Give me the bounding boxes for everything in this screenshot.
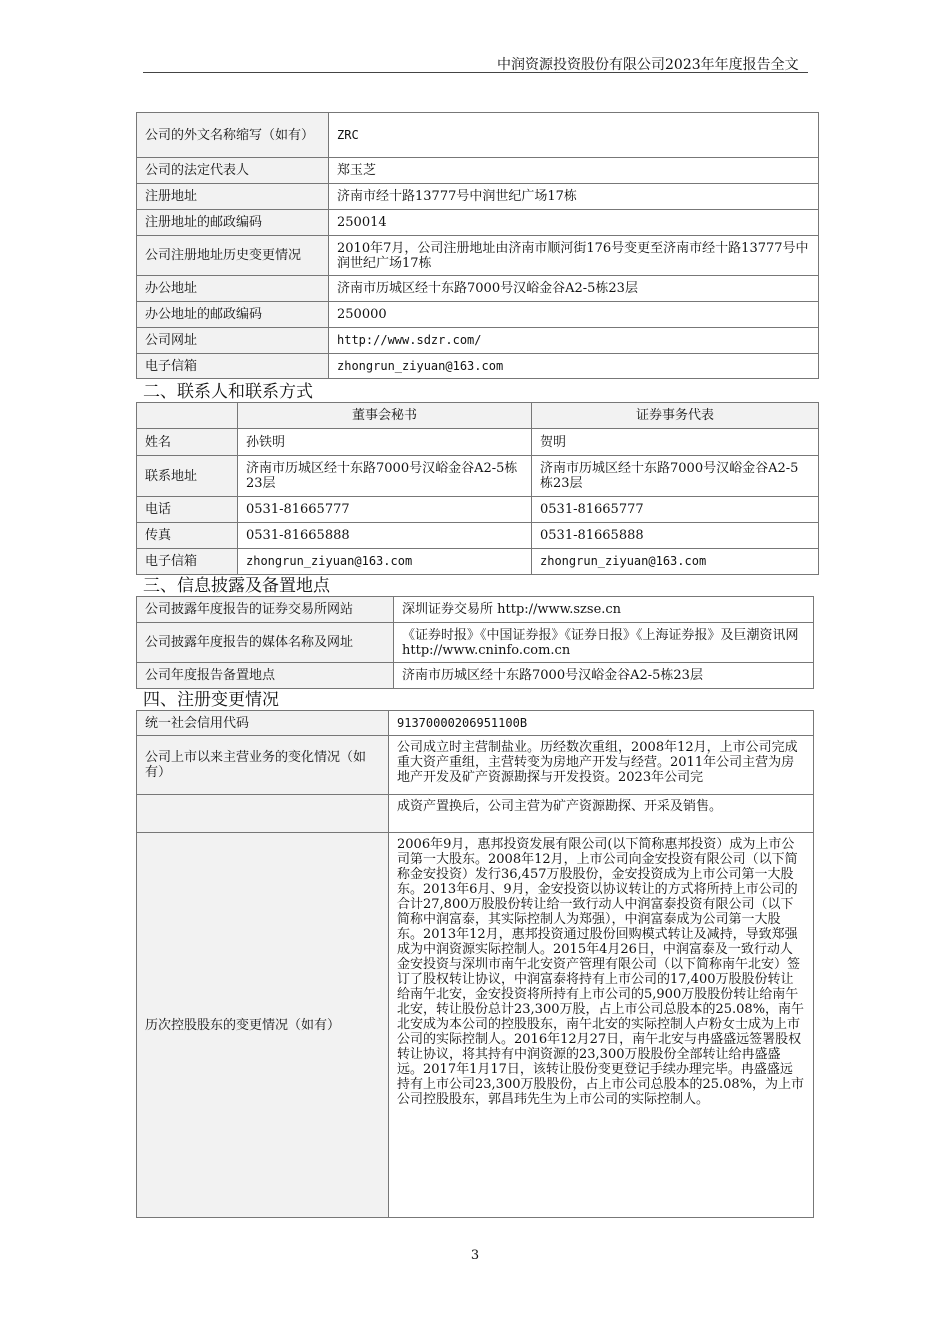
- label-cell: 电子信箱: [137, 354, 329, 379]
- credit-code-cell: 91370000206951100B: [389, 711, 814, 736]
- label-cell: 联系地址: [137, 456, 238, 497]
- header-empty-cell: [137, 403, 238, 429]
- table-row: [137, 184, 819, 210]
- value-cell: 250014: [329, 210, 819, 236]
- value-cell: 济南市经十路13777号中润世纪广场17栋: [329, 184, 819, 210]
- table-row: [137, 623, 814, 663]
- value-cell: 2010年7月，公司注册地址由济南市顺河街176号变更至济南市经十路13777号中润世纪广场17栋: [329, 236, 819, 276]
- label-cell: 注册地址的邮政编码: [137, 210, 329, 236]
- business-change-cell-continued: 成资产置换后，公司主营为矿产资源勘探、开采及销售。: [389, 795, 814, 833]
- registration-table: [136, 710, 814, 1218]
- rep-cell: 济南市历城区经十东路7000号汉峪金谷A2-5栋23层: [532, 456, 819, 497]
- rep-cell: 0531-81665777: [532, 497, 819, 523]
- label-cell: 公司的法定代表人: [137, 158, 329, 184]
- section-title-registration: 四、注册变更情况: [143, 690, 279, 710]
- label-cell: 公司注册地址历史变更情况: [137, 236, 329, 276]
- rep-email-link[interactable]: zhongrun_ziyuan@163.com: [532, 549, 819, 575]
- disclosure-table: [136, 596, 814, 689]
- table-row: [137, 833, 814, 1218]
- secretary-cell: 0531-81665777: [238, 497, 532, 523]
- table-row: [137, 429, 819, 456]
- shareholder-change-cell: 2006年9月，惠邦投资发展有限公司(以下简称惠邦投资）成为上市公司第一大股东。2008年12月，上市公司向金安投资有限公司（以下简称金安投资）发行36,457万股股份，金安投资成为上市公司第一大股东。2013年6月、9月，金安投资以协议转让的方式将所持上市公司的合计27,800万股股份转让给一致行动人中润富泰投资有限公司（以下简称中润富泰，其实际控制人为郑强），中润富泰成为公司第一大股东。2013年12月，惠邦投资通过股份回购模式转让及减持，导致郑强成为中润资源实际控制人。2015年4月26日，中润富泰及一致行动人金安投资与深圳市南午北安资产管理有限公司（以下简称南午北安）签订了股权转让协议，中润富泰将持有上市公司的17,400万股股份转让给南午北安，金安投资将所持有上市公司的5,900万股股份转让给南午北安，转让股份总计23,300万股，占上市公司总股本的25.08%，南午北安成为本公司的控股股东，南午北安的实际控制人卢粉女士成为上市公司的实际控制人。2016年12月27日，南午北安与冉盛盛远签署股权转让协议，将其持有中润资源的23,300万股股份全部转让给冉盛盛远。2017年1月17日，该转让股份变更登记手续办理完毕。冉盛盛远持有上市公司23,300万股股份，占上市公司总股本的25.08%，为上市公司控股股东，郭昌玮先生为上市公司的实际控制人。: [389, 833, 814, 1218]
- label-cell: 公司披露年度报告的媒体名称及网址: [137, 623, 394, 663]
- column-header-rep: 证券事务代表: [532, 403, 819, 429]
- label-cell: 公司上市以来主营业务的变化情况（如有）: [137, 736, 389, 795]
- table-row: [137, 236, 819, 276]
- rep-cell: 0531-81665888: [532, 523, 819, 549]
- table-header-row: [137, 403, 819, 429]
- section-title-disclosure: 三、信息披露及备置地点: [143, 576, 330, 596]
- website-link[interactable]: http://www.sdzr.com/: [329, 328, 819, 354]
- table-row: [137, 597, 814, 623]
- page-number: 3: [470, 1248, 480, 1263]
- table-row: [137, 549, 819, 575]
- value-cell: 济南市历城区经十东路7000号汉峪金谷A2-5栋23层: [329, 276, 819, 302]
- contact-table: [136, 402, 819, 575]
- report-header-title: 中润资源投资股份有限公司2023年年度报告全文: [497, 57, 799, 73]
- table-row: [137, 210, 819, 236]
- value-cell: 济南市历城区经十东路7000号汉峪金谷A2-5栋23层: [394, 663, 814, 689]
- value-cell: 250000: [329, 302, 819, 328]
- secretary-email-link[interactable]: zhongrun_ziyuan@163.com: [238, 549, 532, 575]
- secretary-cell: 0531-81665888: [238, 523, 532, 549]
- label-cell-empty: [137, 795, 389, 833]
- label-cell: 电子信箱: [137, 549, 238, 575]
- label-cell: 公司披露年度报告的证券交易所网站: [137, 597, 394, 623]
- value-cell: 郑玉芝: [329, 158, 819, 184]
- label-cell: 电话: [137, 497, 238, 523]
- table-row: [137, 456, 819, 497]
- table-row: [137, 276, 819, 302]
- rep-cell: 贺明: [532, 429, 819, 456]
- table-row: [137, 711, 814, 736]
- label-cell: 统一社会信用代码: [137, 711, 389, 736]
- label-cell: 姓名: [137, 429, 238, 456]
- email-link[interactable]: zhongrun_ziyuan@163.com: [329, 354, 819, 379]
- exchange-website-cell: 深圳证券交易所 http://www.szse.cn: [394, 597, 814, 623]
- label-cell: 公司的外文名称缩写（如有）: [137, 113, 329, 158]
- column-header-secretary: 董事会秘书: [238, 403, 532, 429]
- label-cell: 办公地址: [137, 276, 329, 302]
- label-cell: 传真: [137, 523, 238, 549]
- table-row: [137, 302, 819, 328]
- section-title-contact: 二、联系人和联系方式: [143, 382, 313, 402]
- table-row: [137, 736, 814, 795]
- table-row: [137, 523, 819, 549]
- secretary-cell: 孙铁明: [238, 429, 532, 456]
- table-row: [137, 663, 814, 689]
- media-cell: 《证券时报》《中国证券报》《证券日报》《上海证券报》及巨潮资讯网 http://www.cninfo.com.cn: [394, 623, 814, 663]
- value-cell: ZRC: [329, 113, 819, 158]
- business-change-cell: 公司成立时主营制盐业。历经数次重组，2008年12月，上市公司完成重大资产重组，主营转变为房地产开发与经营。2011年公司主营为房地产开发及矿产资源勘探与开发投资。2023年公司完: [389, 736, 814, 795]
- table-row: [137, 328, 819, 354]
- secretary-cell: 济南市历城区经十东路7000号汉峪金谷A2-5栋23层: [238, 456, 532, 497]
- table-row: [137, 354, 819, 379]
- basic-info-table: [136, 112, 819, 379]
- label-cell: 公司网址: [137, 328, 329, 354]
- label-cell: 注册地址: [137, 184, 329, 210]
- label-cell: 公司年度报告备置地点: [137, 663, 394, 689]
- table-row: [137, 158, 819, 184]
- header-rule: [143, 72, 808, 73]
- table-row: [137, 113, 819, 158]
- label-cell: 历次控股股东的变更情况（如有）: [137, 833, 389, 1218]
- label-cell: 办公地址的邮政编码: [137, 302, 329, 328]
- table-row: [137, 497, 819, 523]
- table-row: [137, 795, 814, 833]
